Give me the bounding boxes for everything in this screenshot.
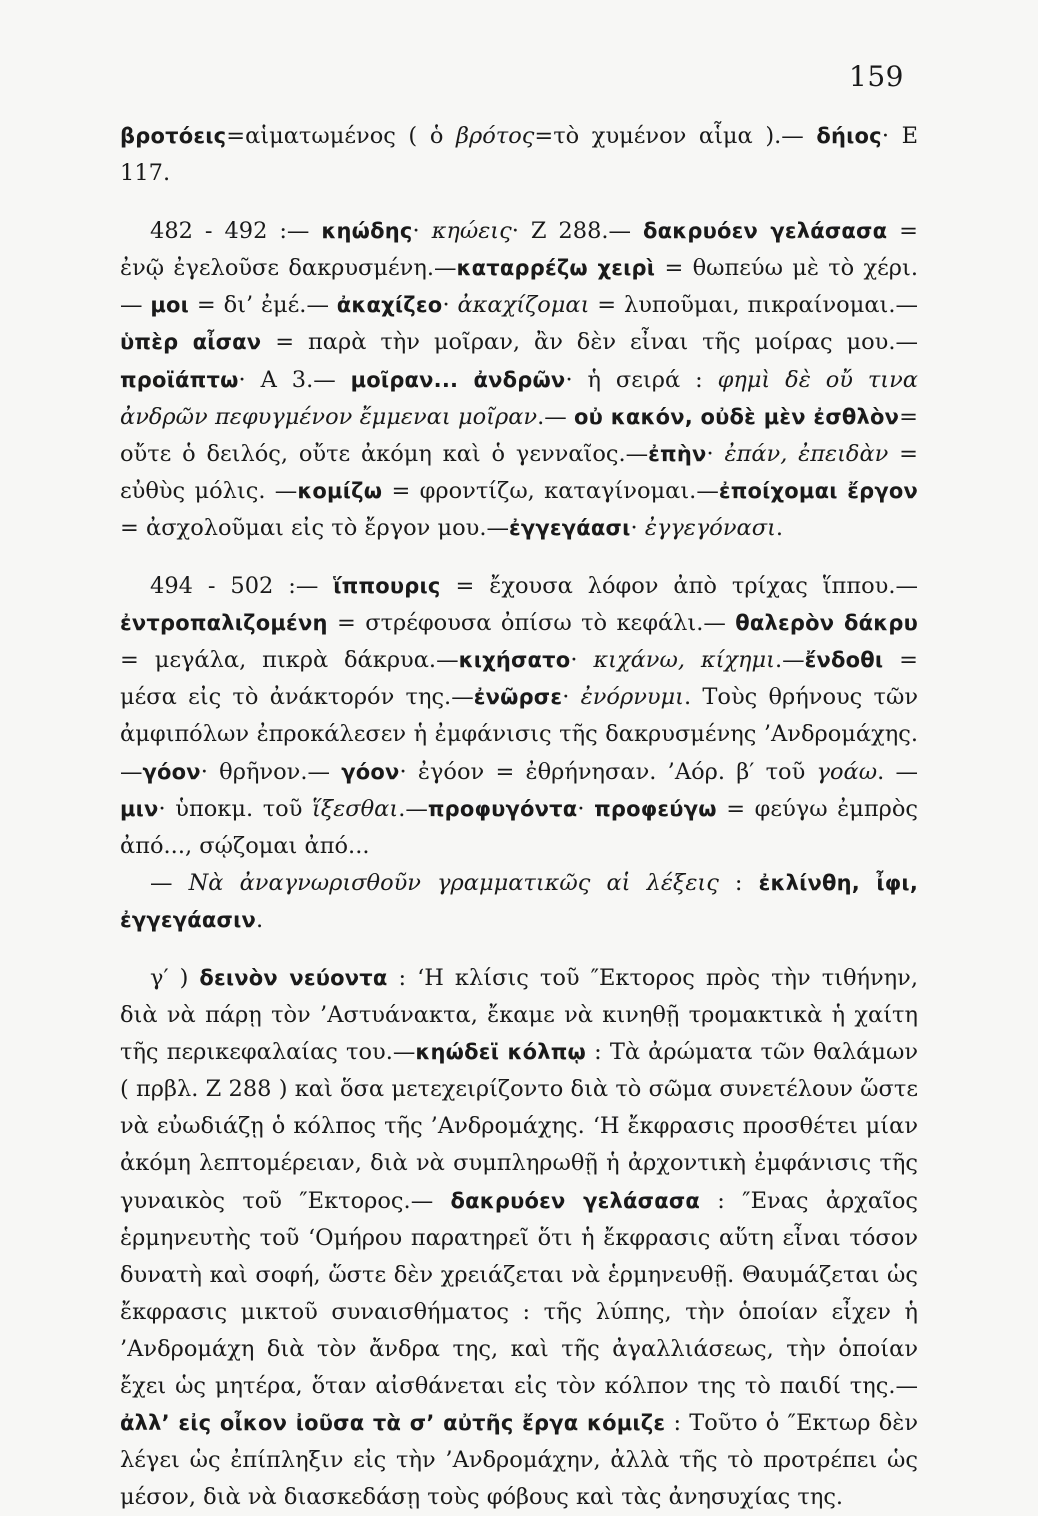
text-run: = λυποῦμαι, πικραίνομαι.—	[589, 292, 918, 319]
lemma-term: κομίζω	[297, 478, 383, 503]
lemma-term: βροτόεις	[120, 124, 227, 148]
text-run: = παρὰ τὴν μοῖραν, ἂν δὲν εἶναι τῆς μοίρας μου.—	[261, 329, 918, 356]
lemma-term: ἵππουρις	[333, 574, 441, 599]
text-run: = φροντίζω, καταγίνομαι.—	[382, 477, 719, 504]
lemma-term: κιχήσατο	[458, 648, 571, 673]
lemma-term: δεινὸν νεύοντα	[199, 965, 388, 990]
text-run: · ὑποκμ. τοῦ	[158, 795, 312, 822]
italic-form: ἐνόρνυμι	[580, 684, 684, 711]
italic-form: ἵξεσθαι	[311, 795, 399, 822]
text-run: = ἐνῷ ἐγελοῦσε δακρυσμένη.—	[120, 218, 919, 282]
italic-form: κιχάνω, κίχημι	[593, 647, 775, 674]
text-run: = ἔχουσα λόφον ἀπὸ τρίχας ἵππου.—	[440, 573, 919, 600]
text-run: ·	[442, 292, 458, 319]
lemma-term: μοι	[150, 293, 190, 318]
text-run: : Τοῦτο ὁ ″Εκτωρ δὲν λέγει ὡς ἐπίπληξιν εἰς τὴν ’Ανδρομάχην, ἀλλὰ τῆς τὸ προτρέπει ὡς μέσον, διὰ νὰ διασκεδάσῃ τοὺς φόβους καὶ τὰς ἀνησυχίας της.	[120, 1410, 918, 1511]
text-run: · Ζ 288.—	[511, 218, 643, 245]
text-run: γ′ )	[150, 964, 200, 991]
text-run: = μεγάλα, πικρὰ δάκρυα.—	[120, 647, 459, 674]
lemma-term: γόον	[341, 759, 400, 784]
text-run: .—	[398, 795, 428, 822]
lemma-term: δακρυόεν γελάσασα	[643, 219, 888, 244]
lemma-term: προφεύγω	[594, 796, 717, 821]
paragraph-2	[120, 213, 918, 547]
lemma-term: ἐνῶρσε	[473, 685, 563, 710]
paragraph-1	[120, 118, 918, 192]
paragraph-5	[120, 960, 918, 1516]
italic-form: φημὶ δὲ οὔ τινα ἀνδρῶν πεφυγμένον ἔμμεναι μοῖραν	[120, 366, 918, 430]
lemma-term: ἐντροπαλιζομένη	[120, 611, 328, 636]
lemma-term: ἐποίχομαι ἔργον	[718, 478, 919, 503]
text-run: · ἡ σειρά :	[565, 366, 718, 393]
lemma-term: ἐγγεγάασι	[509, 515, 631, 540]
text-run: ·	[577, 795, 595, 822]
lemma-term: κηώδης	[321, 219, 413, 244]
lemma-term: προφυγόντα	[427, 796, 578, 821]
page-number: 159	[849, 60, 904, 93]
lemma-term: οὐ κακόν, οὐδὲ μὲν ἐσθλὸν	[574, 404, 900, 429]
lemma-term: ἐπὴν	[648, 441, 707, 466]
text-run: = στρέφουσα ὀπίσω τὸ κεφάλι.—	[327, 610, 736, 637]
text-run: 494 - 502 :—	[150, 573, 334, 600]
text-run: . —	[877, 758, 918, 785]
text-run: .	[775, 514, 784, 541]
italic-form: κηώεις	[431, 218, 512, 245]
text-run: 482 - 492 :—	[150, 218, 322, 245]
text-run: ·	[706, 440, 725, 467]
lemma-term: γόον	[142, 759, 201, 784]
text-run: =αἱματωμένος ( ὁ	[226, 123, 456, 149]
text-run: = ἀσχολοῦμαι εἰς τὸ ἔργον μου.—	[120, 514, 510, 541]
commentary-text	[120, 118, 918, 1516]
italic-form: Νὰ ἀναγνωρισθοῦν γραμματικῶς αἱ λέξεις	[188, 869, 719, 896]
lemma-term: ὑπὲρ αἶσαν	[120, 330, 262, 355]
text-run: :	[718, 869, 759, 896]
text-run: ·	[570, 647, 594, 674]
lemma-term: μοῖραν... ἀνδρῶν	[350, 367, 566, 392]
italic-form: ἐγγεγόνασι	[644, 514, 776, 541]
lemma-term: ἔνδοθι	[804, 648, 884, 673]
italic-form: ἐπάν, ἐπειδὰν	[724, 440, 889, 467]
text-run: : ‘Η κλίσις τοῦ ″Εκτορος πρὸς τὴν τιθήνην, διὰ νὰ πάρῃ τὸν ’Αστυάνακτα, ἔκαμε νὰ κινηθῇ τρομακτικὰ ἡ χαίτη τῆς περικεφαλαίας του.—	[120, 964, 918, 1066]
text-run: · Α 3.—	[238, 366, 351, 393]
italic-form: ἀκαχίζομαι	[457, 292, 590, 319]
text-run: = θωπεύω μὲ τὸ χέρι.—	[120, 255, 918, 319]
italic-form: βρότος	[455, 123, 535, 149]
italic-form: γοάω	[816, 758, 878, 785]
text-run: . Τοὺς θρήνους τῶν ἀμφιπόλων ἐπροκάλεσεν ἡ ἐμφάνισις τῆς δακρυσμένης ’Ανδρομάχης.—	[120, 684, 918, 785]
lemma-term: προϊάπτω	[120, 367, 239, 392]
lemma-term: ἐκλίνθη, ἶφι, ἐγγεγάασιν	[120, 870, 918, 932]
lemma-term: κηώδεϊ κόλπῳ	[415, 1040, 586, 1065]
text-run: —	[150, 869, 189, 896]
text-run: ·	[630, 514, 645, 541]
text-run: .	[256, 906, 264, 933]
text-run: · Ε 117.	[120, 123, 918, 187]
lemma-term: ἀκαχίζεο	[336, 293, 443, 318]
lemma-term: καταρρέζω χειρὶ	[456, 256, 656, 281]
text-run: : ″Ενας ἀρχαῖος ἑρμηνευτὴς τοῦ ‘Ομήρου παρατηρεῖ ὅτι ἡ ἔκφρασις αὕτη εἶναι τόσον δυνατὴ καὶ σοφή, ὥστε δὲν χρειάζεται νὰ ἑρμηνευθῇ. Θαυμάζεται ὡς ἔκφρασις μικτοῦ συναισθήματος : τῆς λύπης, τὴν ὁποίαν εἶχεν ἡ ’Ανδρομάχη διὰ τὸν ἄνδρα της, καὶ τῆς ἀγαλλιάσεως, τὴν ὁποίαν ἔχει ὡς μητέρα, ὅταν αἰσθάνεται εἰς τὸν κόλπον της τὸ παιδί της.—	[120, 1187, 918, 1399]
text-run: = εὐθὺς μόλις. —	[120, 440, 918, 504]
text-run: .—	[537, 403, 575, 430]
paragraph-4	[120, 865, 918, 939]
text-run: · ἐγόον = ἐθρήνησαν. ’Αόρ. β′ τοῦ	[399, 758, 817, 785]
text-run: ·	[412, 218, 432, 245]
text-run: ·	[562, 684, 581, 711]
text-run: = φεύγω ἐμπρὸς ἀπό..., σῴζομαι ἀπό...	[120, 795, 918, 859]
text-run: · θρῆνον.—	[200, 758, 342, 785]
text-run: .—	[774, 647, 805, 674]
paragraph-3	[120, 568, 918, 865]
lemma-term: δήιος	[816, 124, 882, 148]
text-run: = δι’ ἐμέ.—	[189, 292, 337, 319]
lemma-term: μιν	[120, 796, 159, 821]
text-run: = μέσα εἰς τὸ ἀνάκτορόν της.—	[120, 647, 918, 711]
text-run: = οὔτε ὁ δειλός, οὔτε ἀκόμη καὶ ὁ γενναῖος.—	[120, 403, 918, 467]
lemma-term: δακρυόεν γελάσασα	[450, 1188, 701, 1213]
text-run: =τὸ χυμένον αἷμα ).—	[534, 123, 817, 149]
text-run: : Τὰ ἀρώματα τῶν θαλάμων ( πρβλ. Ζ 288 ) καὶ ὅσα μετεχειρίζοντο διὰ τὸ σῶμα συνετέλουν ὥστε νὰ εὐωδιάζῃ ὁ κόλπος τῆς ’Ανδρομάχης. ‘Η ἔκφρασις προσθέτει μίαν ἀκόμη λεπτομέρειαν, διὰ νὰ συμπληρωθῇ ἡ ἀρχοντικὴ ἐμφάνισις τῆς γυναικὸς τοῦ ″Εκτορος.—	[120, 1039, 918, 1214]
lemma-term: ἀλλ’ εἰς οἶκον ἰοῦσα τὰ σ’ αὐτῆς ἔργα κόμιζε	[120, 1411, 666, 1436]
lemma-term: θαλερὸν δάκρυ	[735, 611, 918, 636]
